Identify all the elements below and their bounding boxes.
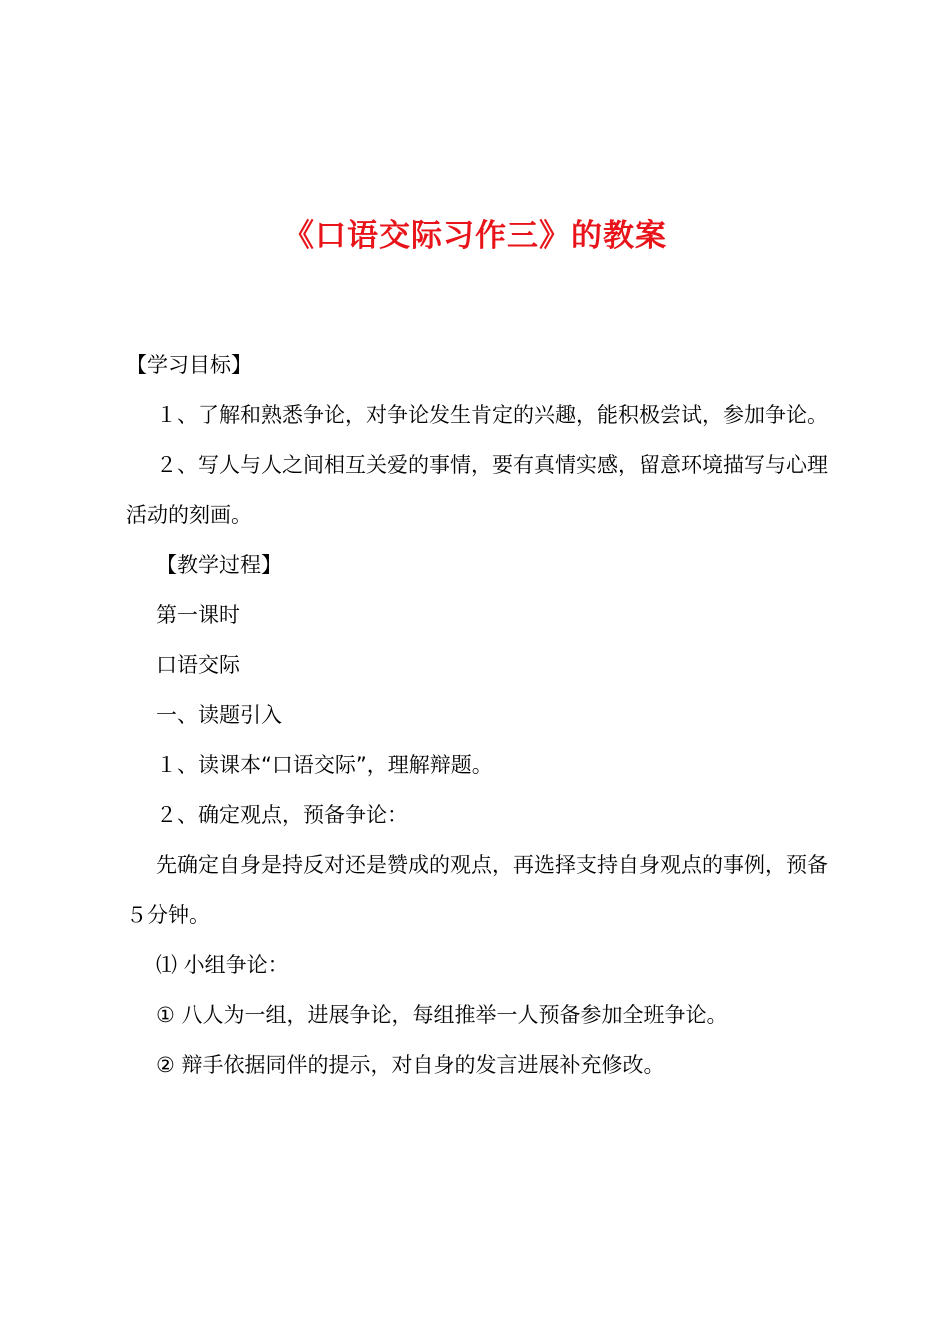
paragraph-step-one-2: ２、确定观点，预备争论： (156, 803, 408, 827)
paragraph-group-debate-2: ② 辩手依据同伴的提示，对自身的发言进展补充修改。 (156, 1053, 665, 1077)
section-heading-learning-goals: 【学习目标】 (126, 353, 252, 377)
paragraph-goal-2: ２、写人与人之间相互关爱的事情，要有真情实感，留意环境描写与心理活动的刻画。 (126, 453, 828, 527)
paragraph-step-one-2-detail: 先确定自身是持反对还是赞成的观点，再选择支持自身观点的事例，预备５分钟。 (126, 853, 828, 927)
paragraph-group-debate-1: ① 八人为一组，进展争论，每组推举一人预备参加全班争论。 (156, 1003, 728, 1027)
paragraph-group-debate: ⑴ 小组争论： (156, 953, 289, 977)
paragraph-step-one-1: １、读课本“口语交际”，理解辩题。 (156, 753, 493, 777)
document-title: 《口语交际习作三》的教案 (283, 218, 667, 254)
section-heading-teaching-process: 【教学过程】 (156, 553, 282, 577)
paragraph-oral-communication: 口语交际 (156, 653, 240, 677)
paragraph-goal-1: １、了解和熟悉争论，对争论发生肯定的兴趣，能积极尝试，参加争论。 (156, 403, 828, 427)
paragraph-step-one: 一、读题引入 (156, 703, 282, 727)
document-body (126, 340, 836, 1090)
paragraph-lesson-one: 第一课时 (156, 603, 240, 627)
